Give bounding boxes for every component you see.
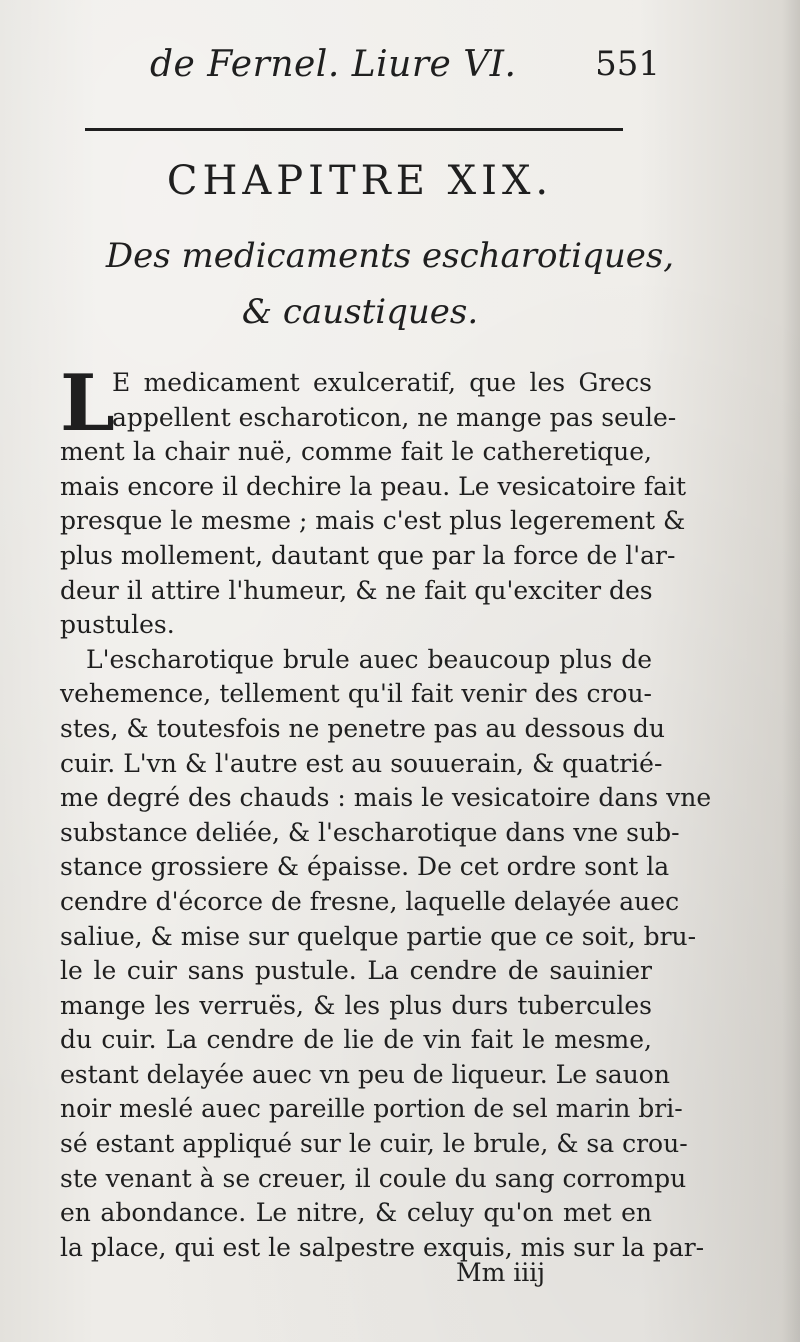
text-line: du cuir. La cendre de lie de vin fait le mesme,	[60, 1025, 652, 1055]
header-rule	[85, 128, 623, 131]
text-line: mange les verruës, & les plus durs tubercules	[60, 990, 652, 1020]
text-line: ment la chair nuë, comme fait le catheretique,	[60, 437, 652, 467]
page-header	[150, 44, 660, 88]
text-line: la place, qui est le salpestre exquis, mis sur la par-	[60, 1232, 705, 1262]
page-number: 551	[595, 44, 660, 84]
drop-cap: L	[60, 358, 115, 449]
text-line: en abondance. Le nitre, & celuy qu'on met en	[60, 1198, 652, 1228]
text-line: substance deliée, & l'escharotique dans vne sub-	[60, 817, 680, 847]
text-line: cuir. L'vn & l'autre est au souuerain, & quatrié-	[60, 748, 663, 778]
text-line: stes, & toutesfois ne penetre pas au dessous du	[60, 713, 665, 743]
text-line: sé estant appliqué sur le cuir, le brule, & sa crou-	[60, 1129, 688, 1159]
text-line: pustules.	[60, 610, 175, 640]
text-line: presque le mesme ; mais c'est plus legerement &	[60, 506, 686, 536]
text-line: noir meslé auec pareille portion de sel marin bri-	[60, 1094, 683, 1124]
text-line: le le cuir sans pustule. La cendre de sauinier	[60, 956, 652, 986]
text-line: me degré des chauds : mais le vesicatoire dans vne	[60, 783, 712, 813]
text-line: ste venant à se creuer, il coule du sang corrompu	[60, 1163, 687, 1193]
text-line: L'escharotique brule auec beaucoup plus de	[86, 644, 652, 674]
chapter-subtitle-line-1: Des medicaments escharotiques,	[105, 236, 675, 276]
text-line: stance grossiere & épaisse. De cet ordre sont la	[60, 852, 670, 882]
text-line: vehemence, tellement qu'il fait venir des crou-	[60, 679, 652, 709]
running-title: de Fernel. Liure VI.	[150, 44, 517, 85]
text-line: deur il attire l'humeur, & ne fait qu'exciter des	[60, 575, 653, 605]
text-line: plus mollement, dautant que par la force de l'ar-	[60, 540, 676, 570]
text-line: estant delayée auec vn peu de liqueur. Le sauon	[60, 1059, 670, 1089]
text-line: saliue, & mise sur quelque partie que ce soit, bru-	[60, 921, 697, 951]
text-line: appellent escharoticon, ne mange pas seule-	[112, 402, 677, 432]
text-line: cendre d'écorce de fresne, laquelle delayée auec	[60, 886, 680, 916]
chapter-heading: CHAPITRE XIX.	[166, 158, 554, 204]
body-text	[60, 358, 712, 1265]
text-line: E medicament exulceratif, que les Grecs	[112, 368, 652, 397]
catchword-signature: Mm iiij	[456, 1258, 545, 1287]
gutter-shadow	[782, 0, 800, 1342]
chapter-subtitle-line-2: & caustiques.	[241, 292, 479, 332]
text-line: mais encore il dechire la peau. Le vesicatoire fait	[60, 471, 687, 501]
